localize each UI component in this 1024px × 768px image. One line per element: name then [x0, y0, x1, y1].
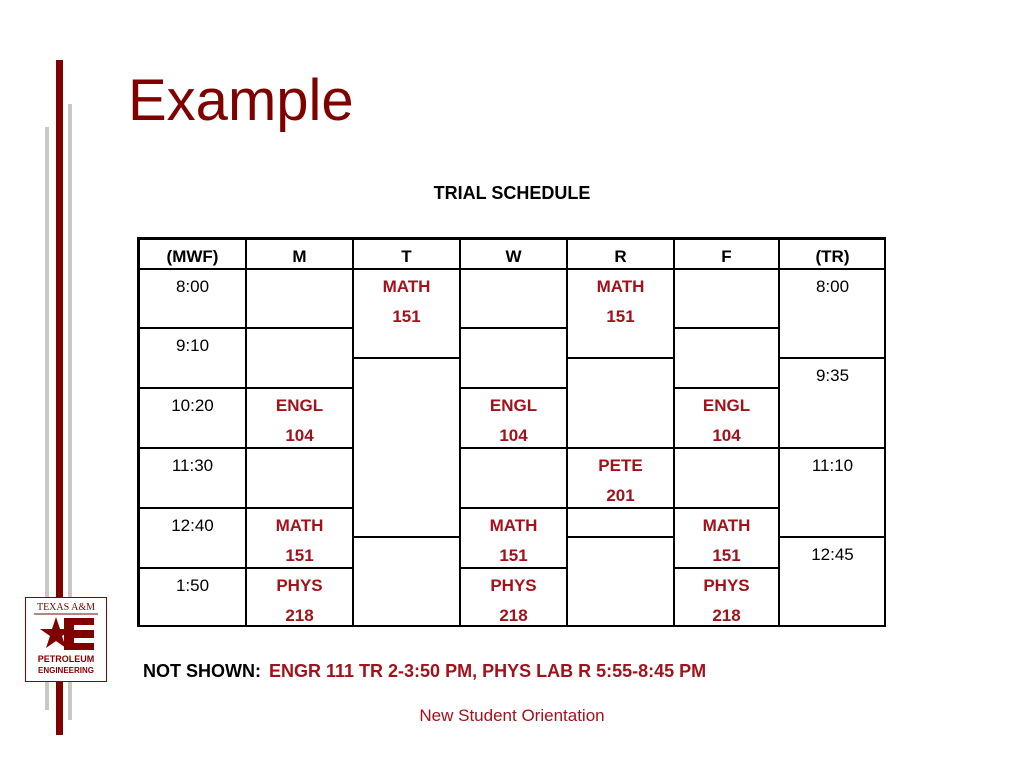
schedule-grid: [137, 237, 886, 627]
m-course-engl: ENGL 104: [246, 388, 353, 448]
m-course-phys: PHYS 218: [246, 568, 353, 627]
slide-title: Example: [128, 68, 354, 133]
mwf-time-3: 10:20: [139, 388, 246, 448]
tr-time-1: 8:00: [779, 269, 886, 358]
header-w: W: [460, 239, 567, 269]
r-course-pete: PETE 201: [567, 448, 674, 508]
m-slot-1: [246, 269, 353, 328]
f-course-math: MATH 151: [674, 508, 779, 568]
f-slot-1: [674, 269, 779, 328]
not-shown-value: ENGR 111 TR 2-3:50 PM, PHYS LAB R 5:55-8:45 PM: [268, 661, 707, 681]
header-mwf: (MWF): [139, 239, 246, 269]
not-shown-note: [143, 661, 706, 682]
header-t: T: [353, 239, 460, 269]
t-slot-3: [353, 537, 460, 627]
w-slot-2: [460, 328, 567, 388]
mwf-time-4: 11:30: [139, 448, 246, 508]
petroleum-engineering-logo: [25, 597, 107, 682]
m-course-math: MATH 151: [246, 508, 353, 568]
logo-e-block: [64, 618, 94, 650]
r-slot-5: [567, 537, 674, 627]
w-course-math: MATH 151: [460, 508, 567, 568]
w-course-engl: ENGL 104: [460, 388, 567, 448]
f-course-phys: PHYS 218: [674, 568, 779, 627]
logo-line1: PETROLEUM: [37, 654, 95, 664]
r-slot-4: [567, 508, 674, 537]
r-slot-2: [567, 358, 674, 448]
w-slot-4: [460, 448, 567, 508]
header-r: R: [567, 239, 674, 269]
f-course-engl: ENGL 104: [674, 388, 779, 448]
tr-time-3: 11:10: [779, 448, 886, 537]
m-slot-4: [246, 448, 353, 508]
mwf-time-6: 1:50: [139, 568, 246, 627]
tr-time-2: 9:35: [779, 358, 886, 448]
tr-time-4: 12:45: [779, 537, 886, 627]
w-slot-1: [460, 269, 567, 328]
logo-graphic: [26, 598, 106, 681]
mwf-time-5: 12:40: [139, 508, 246, 568]
header-f: F: [674, 239, 779, 269]
t-course-math: MATH 151: [353, 269, 460, 358]
f-slot-2: [674, 328, 779, 388]
logo-top-text: TEXAS A&M: [36, 602, 96, 613]
w-course-phys: PHYS 218: [460, 568, 567, 627]
r-course-math: MATH 151: [567, 269, 674, 358]
m-slot-2: [246, 328, 353, 388]
mwf-time-1: 8:00: [139, 269, 246, 328]
logo-line2: ENGINEERING: [37, 666, 95, 675]
slide-footer: New Student Orientation: [419, 706, 605, 725]
schedule-title: TRIAL SCHEDULE: [433, 183, 591, 203]
not-shown-label: NOT SHOWN:: [143, 661, 261, 681]
header-tr: (TR): [779, 239, 886, 269]
t-slot-2: [353, 358, 460, 537]
f-slot-4: [674, 448, 779, 508]
mwf-time-2: 9:10: [139, 328, 246, 388]
header-m: M: [246, 239, 353, 269]
